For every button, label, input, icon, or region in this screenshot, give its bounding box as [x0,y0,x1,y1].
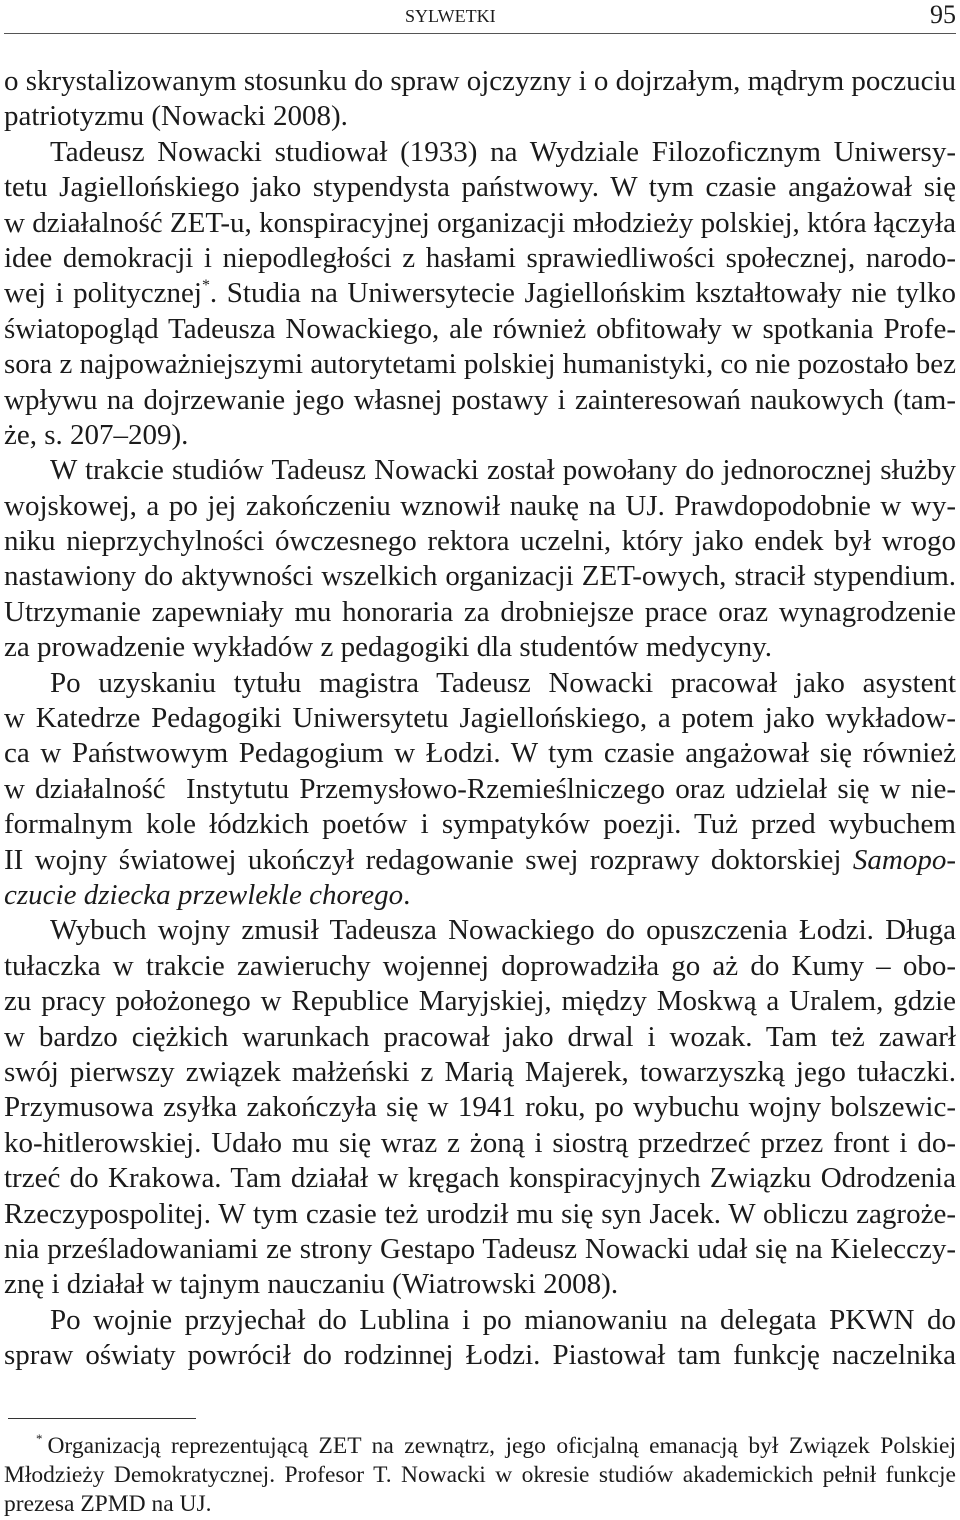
line-text [36,1432,956,1461]
line-text: trzeć do Krakowa. Tam działał w kręgach konspiracyjnych Związku Odrodzenia [4,1162,956,1195]
line-text: w bardzo ciężkich warunkach pracował jako drwal i wozak. Tam też zawarł [4,1020,956,1053]
paragraph [4,666,956,914]
body-line [4,312,956,347]
page-number: 95 [930,0,956,29]
footnote-marker: * [36,1431,43,1447]
line-text: nia prześladowaniami ze strony Gestapo Tadeusz Nowacki udał się na Kielecczy- [4,1232,956,1265]
body-line [4,630,956,665]
line-text: zu pracy położonego w Republice Maryjskiej, między Moskwą a Uralem, gdzie [4,985,956,1018]
line-text: że, s. 207–209). [4,418,189,451]
main-text [4,64,956,1373]
line-text: wojskowej, a po jej zakończeniu wznowił naukę na UJ. Prawdopodobnie w wy- [4,489,956,522]
line-segment: . Studia na Uniwersytecie Jagiellońskim kształtowały nie tylko [209,277,956,310]
footnote-reference: * [201,277,210,295]
paragraph [4,135,956,454]
paragraph [4,453,956,665]
line-text: Wybuch wojny zmusił Tadeusza Nowackiego do opuszczenia Łodzi. Długa [50,914,956,947]
body-line [4,595,956,630]
line-text: Po wojnie przyjechał do Lublina i po mianowaniu na delegata PKWN do [50,1303,956,1336]
paragraph [4,1303,956,1374]
line-text: za prowadzenie wykładów z pedagogiki dla studentów medycyny. [4,631,772,664]
line-text: niku nieprzychylności ówczesnego rektora uczelni, który jako endek był wrogo [4,525,956,558]
footnote-line [4,1432,956,1461]
line-text: światopogląd Tadeusza Nowackiego, ale również obfitowały w spotkania Profe- [4,312,956,345]
body-line [4,206,956,241]
body-line [4,559,956,594]
footnote-line [4,1490,956,1519]
body-line [4,984,956,1019]
body-line [4,489,956,524]
paragraph [4,64,956,135]
line-text: tułaczka w trakcie zawieruchy wojennej doprowadziła go aż do Kumy – obo- [4,949,956,982]
body-line [4,913,956,948]
line-text: Utrzymanie zapewniały mu honoraria za drobniejsze prace oraz wynagrodzenie [4,595,956,628]
line-text: patriotyzmu (Nowacki 2008). [4,100,348,133]
body-line [4,878,956,913]
book-title-italic: Samopo- [852,843,956,876]
footnote [4,1432,956,1519]
line-text: sora z najpoważniejszymi autorytetami polskiej humanistyki, co nie pozostało bez [4,348,956,381]
line-text: Młodzieży Demokratycznej. Profesor T. Nowacki w okresie studiów akademickich pełnił funkcje [4,1462,956,1488]
line-text: ko-hitlerowskiej. Udało mu się wraz z żoną i siostrą przedrzeć przez front i do- [4,1126,956,1159]
body-line [4,524,956,559]
line-text [4,878,410,913]
body-line [4,418,956,453]
line-text: Rzeczypospolitej. W tym czasie też urodził mu się syn Jacek. W obliczu zagroże- [4,1197,956,1230]
body-line [4,843,956,878]
paragraph [4,913,956,1302]
line-text: W trakcie studiów Tadeusz Nowacki został powołany do jednorocznej służby [50,454,956,487]
line-text: w działalność Instytutu Przemysłowo-Rzemieślniczego oraz udzielał się w nie- [4,772,956,805]
body-line [4,1055,956,1090]
line-segment: Organizacją reprezentującą ZET na zewnątrz, jego oficjalną emanacją był Związek Polskiej [47,1433,956,1459]
line-text: formalnym kole łódzkich poetów i sympatyków poezji. Tuż przed wybuchem [4,808,956,841]
header-rule [4,33,956,34]
body-line [4,736,956,771]
body-line [4,170,956,205]
book-title-italic: czucie dziecka przewlekle chorego [4,878,404,911]
line-text: w działalność ZET-u, konspiracyjnej organizacji młodzieży polskiej, która łączyła [4,206,956,239]
line-text: ca w Państwowym Pedagogium w Łodzi. W tym czasie angażował się również [4,737,956,770]
body-line [4,1161,956,1196]
body-line [4,453,956,488]
body-line [4,64,956,99]
line-text [4,843,956,878]
line-text: w Katedrze Pedagogiki Uniwersytetu Jagiellońskiego, a potem jako wykładow- [4,702,956,735]
body-line [4,701,956,736]
body-line [4,99,956,134]
line-text: spraw oświaty powrócił do rodzinnej Łodzi. Piastował tam funkcję naczelnika [4,1339,956,1372]
body-line [4,666,956,701]
body-line [4,807,956,842]
body-line [4,772,956,807]
body-line [4,949,956,984]
line-text: Przymusowa zsyłka zakończyła się w 1941 roku, po wybuchu wojny bolszewic- [4,1091,956,1124]
footnote-line [4,1461,956,1490]
body-line [4,1090,956,1125]
body-line [4,1020,956,1055]
body-line [4,1197,956,1232]
body-line [4,347,956,382]
body-line [4,135,956,170]
body-line [4,1126,956,1161]
line-text: Po uzyskaniu tytułu magistra Tadeusz Nowacki pracował jako asystent [50,666,956,699]
line-text: wpływu na dojrzewanie jego własnej postawy i zainteresowań naukowych (tam- [4,383,956,416]
line-text [4,276,956,311]
body-line [4,241,956,276]
running-title: SYLWETKI [405,6,496,26]
body-line [4,1232,956,1267]
line-text: o skrystalizowanym stosunku do spraw ojczyzny i o dojrzałym, mądrym poczuciu [4,65,956,97]
body-line [4,276,956,311]
line-text: idee demokracji i niepodległości z hasłami sprawiedliwości społecznej, narodo- [4,241,956,274]
body-line [4,1267,956,1302]
line-text: nastawiony do aktywności wszelkich organizacji ZET-owych, stracił stypendium. [4,560,956,593]
line-text: Tadeusz Nowacki studiował (1933) na Wydziale Filozoficznym Uniwersy- [50,135,956,168]
body-line [4,1338,956,1373]
line-text: prezesa ZPMD na UJ. [4,1491,212,1517]
line-segment: wej i politycznej [4,277,202,310]
line-segment: . [403,878,411,911]
body-line [4,1303,956,1338]
line-text: swój pierwszy związek małżeński z Marią Majerek, towarzyszką jego tułaczki. [4,1055,956,1088]
footnote-separator [8,1418,196,1419]
line-text: znę i działał w tajnym nauczaniu (Wiatrowski 2008). [4,1268,619,1301]
line-text: tetu Jagiellońskiego jako stypendysta państwowy. W tym czasie angażował się [4,171,956,204]
body-line [4,383,956,418]
line-segment: II wojny światowej ukończył redagowanie swej rozprawy doktorskiej [4,843,853,876]
